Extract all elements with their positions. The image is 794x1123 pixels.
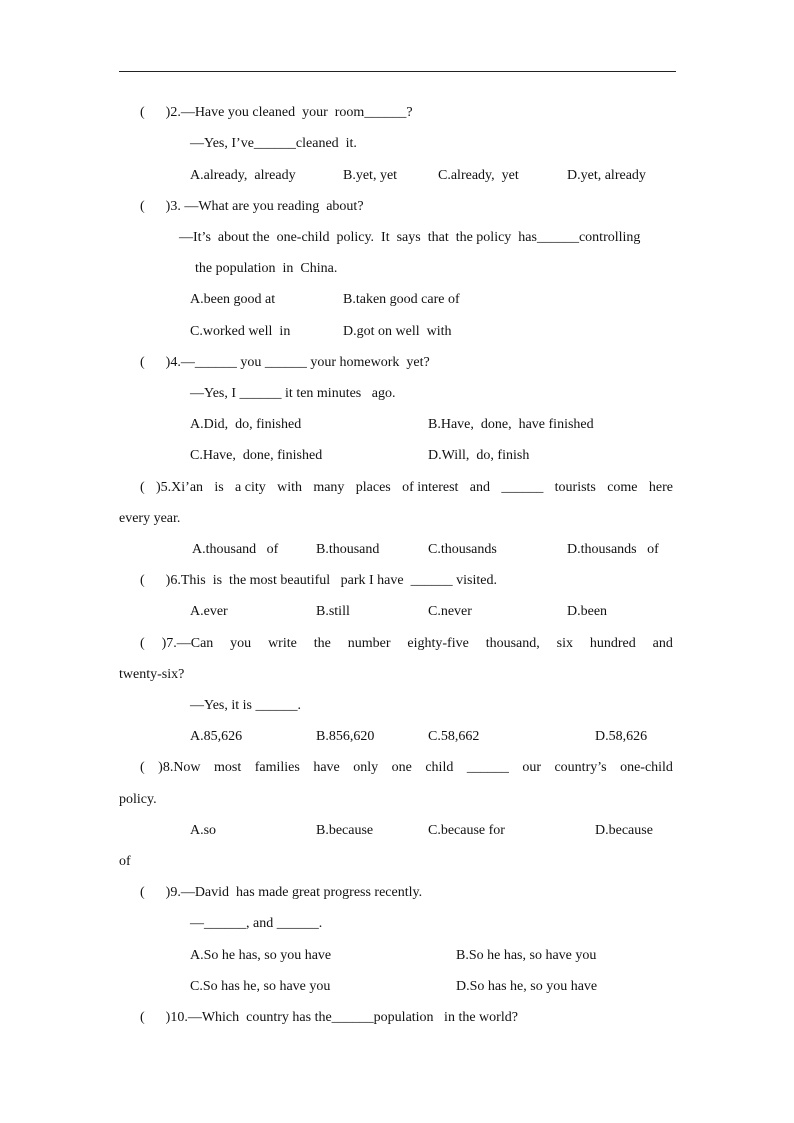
q8-stem [119,760,673,776]
q6-option-b: B.still [316,604,350,619]
q8-stem-continued: policy. [119,792,157,807]
q8-option-a: A.so [190,823,217,838]
q5-stem [119,480,673,496]
q7-word: you [230,636,252,651]
q7-word: the [313,636,331,651]
q8-word: ______ [466,760,509,775]
q6-option-c: C.never [428,604,472,619]
q5-word: and [469,480,490,495]
q7-stem [119,636,673,652]
q4-option-d: D.Will, do, finish [428,448,530,463]
q7-option-b: B.856,620 [316,729,375,744]
q2-reply: —Yes, I’ve______cleaned it. [190,136,357,151]
q7-stem-continued: twenty-six? [119,667,185,682]
q4-option-c: C.Have, done, finished [190,448,323,463]
q5-option-c: C.thousands [428,542,497,557]
q8-word: only [353,760,379,775]
q5-word: ( [140,480,145,495]
q5-word: tourists [554,480,596,495]
q7-word: six [556,636,573,651]
q8-word: have [313,760,340,775]
q8-word: ( [140,760,145,775]
q7-word: hundred [589,636,636,651]
header-rule [119,71,676,72]
q3-reply-line2: the population in China. [195,261,338,276]
q4-stem: ( )4.—______ you ______ your homework yet? [140,355,430,370]
q9-stem: ( )9.—David has made great progress recently. [140,885,423,900]
q5-word: come [607,480,638,495]
q3-reply-line1: —It’s about the one-child policy. It says that the policy has______controlling [179,230,641,245]
q8-word: most [214,760,242,775]
q2-option-b: B.yet, yet [343,168,398,183]
q6-option-a: A.ever [190,604,228,619]
q9-option-c: C.So has he, so have you [190,979,331,994]
q5-word: here [648,480,673,495]
q8-word: country’s [554,760,607,775]
q5-word: )5.Xi’an [156,480,204,495]
q7-option-c: C.58,662 [428,729,480,744]
q7-word: number [347,636,391,651]
q5-word: of interest [402,480,459,495]
q8-word: )8.Now [158,760,201,775]
q6-stem: ( )6.This is the most beautiful park I have ______ visited. [140,573,497,588]
q7-reply: —Yes, it is ______. [190,698,301,713]
q7-option-a: A.85,626 [190,729,243,744]
q3-option-c: C.worked well in [190,324,291,339]
q5-word: many [313,480,345,495]
q2-option-a: A.already, already [190,168,296,183]
q5-option-d: D.thousands of [567,542,659,557]
q8-word: child [425,760,454,775]
q5-word: ______ [501,480,544,495]
q7-word: eighty-five [407,636,469,651]
q5-word: is [214,480,224,495]
q3-option-a: A.been good at [190,292,276,307]
q9-option-d: D.So has he, so you have [456,979,598,994]
q8-option-d-continued: of [119,854,131,869]
q9-reply: —______, and ______. [190,916,323,931]
q5-word: places [355,480,391,495]
q5-option-a: A.thousand of [192,542,279,557]
q5-stem-continued: every year. [119,511,181,526]
q9-option-a: A.So he has, so you have [190,948,332,963]
q3-option-b: B.taken good care of [343,292,460,307]
q7-word: write [268,636,297,651]
q8-word: our [522,760,541,775]
q8-word: one [391,760,412,775]
q7-word: ( [140,636,145,651]
q2-option-d: D.yet, already [567,168,646,183]
q7-word: thousand, [485,636,540,651]
q4-option-b: B.Have, done, have finished [428,417,594,432]
q3-option-d: D.got on well with [343,324,452,339]
q5-word: a city [235,480,266,495]
q8-option-d: D.because [595,823,653,838]
q4-reply: —Yes, I ______ it ten minutes ago. [190,386,396,401]
q4-option-a: A.Did, do, finished [190,417,302,432]
q2-option-c: C.already, yet [438,168,519,183]
q7-word: and [652,636,673,651]
q5-option-b: B.thousand [316,542,380,557]
q6-option-d: D.been [567,604,608,619]
q8-option-c: C.because for [428,823,505,838]
q9-option-b: B.So he has, so have you [456,948,597,963]
q5-word: with [277,480,302,495]
q7-option-d: D.58,626 [595,729,648,744]
q8-option-b: B.because [316,823,374,838]
q8-word: one-child [620,760,673,775]
q3-stem: ( )3. —What are you reading about? [140,199,364,214]
q10-stem: ( )10.—Which country has the______population in the world? [140,1010,518,1025]
q2-stem: ( )2.—Have you cleaned your room______? [140,105,413,120]
q7-word: )7.—Can [161,636,214,651]
q8-word: families [254,760,300,775]
